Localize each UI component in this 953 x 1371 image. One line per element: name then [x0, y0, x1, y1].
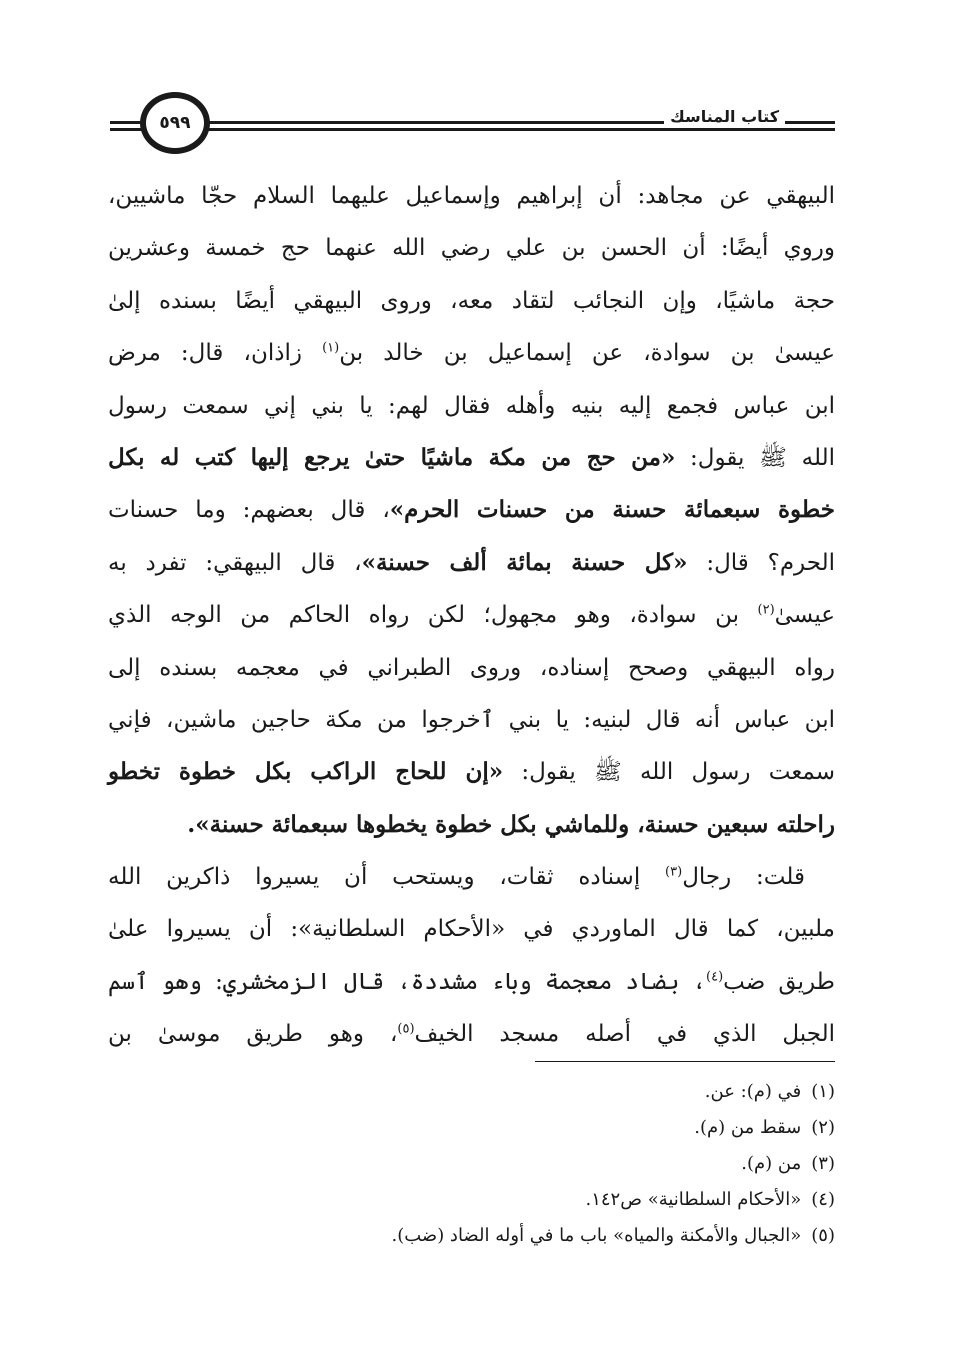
- footnote: (١)في (م): عن.: [704, 1081, 835, 1102]
- text-line: راحلته سبعين حسنة، وللماشي بكل خطوة يخطوها سبعمائة حسنة».: [187, 810, 835, 838]
- header-rule-bottom: [110, 128, 835, 131]
- text-line: سمعت رسول الله ﷺ يقول: «إن للحاج الراكب بكل خطوة تخطو: [108, 758, 835, 786]
- text-line: عيسىٰ$^{(٢)}$ بن سوادة، وهو مجهول؛ لكن رواه الحاكم من الوجه الذي: [108, 602, 835, 629]
- footnote-ref: (٥): [397, 1021, 415, 1037]
- hadith-quote: خطوة سبعمائة حسنة من حسنات الحرم»: [389, 496, 835, 524]
- hadith-quote: «من حج من مكة ماشيًا حتىٰ يرجع إليها كتب له بكل: [108, 443, 676, 471]
- footnote-ref: (٢): [757, 602, 775, 618]
- footnote: (٢)سقط من (م).: [694, 1117, 835, 1138]
- footnote-ref: (٤): [706, 969, 724, 985]
- text-line: قلت: رجال$^{(٣)}$ إسناده ثقات، ويستحب أن يسيروا ذاكرين الله: [108, 864, 805, 891]
- text-line: الله ﷺ يقول: «من حج من مكة ماشيًا حتىٰ يرجع إليها كتب له بكل: [108, 443, 835, 471]
- text-line: الحرم؟ قال: «كل حسنة بمائة ألف حسنة»، قال البيهقي: تفرد به: [108, 548, 835, 576]
- page-number-badge: [140, 92, 210, 154]
- text-line: عيسىٰ بن سوادة، عن إسماعيل بن خالد بن$^{(١)}$ زاذان، قال: مرض: [108, 340, 836, 367]
- hadith-quote: «كل حسنة بمائة ألف حسنة»: [361, 548, 688, 576]
- text-line: طريق ضب$^{(٤)}$، بضاد معجمة وباء مشددة، قال الزمخشري: وهو ٱسم: [108, 968, 835, 995]
- footnote-ref: (٣): [665, 864, 683, 880]
- text-line: البيهقي عن مجاهد: أن إبراهيم وإسماعيل عليهما السلام حجّا ماشيين،: [108, 183, 835, 209]
- page-number: ٥٩٩: [159, 113, 191, 133]
- text-line: ملبين، كما قال الماوردي في «الأحكام السلطانية»: أن يسيروا علىٰ: [108, 916, 835, 943]
- footnotes: [391, 1074, 835, 1254]
- text-line: ابن عباس فجمع إليه بنيه وأهله فقال لهم: يا بني إني سمعت رسول: [108, 392, 835, 419]
- page-header: [110, 92, 835, 162]
- footnote: (٥)«الجبال والأمكنة والمياه» باب ما في أوله الضاد (ضب).: [391, 1225, 835, 1246]
- text-line: خطوة سبعمائة حسنة من حسنات الحرم»، قال بعضهم: وما حسنات: [108, 496, 835, 524]
- text-line: حجة ماشيًا، وإن النجائب لتقاد معه، وروى البيهقي أيضًا بسنده إلىٰ: [108, 287, 835, 314]
- text-line: ابن عباس أنه قال لبنيه: يا بني ٱخرجوا من مكة حاجين ماشين، فإني: [108, 706, 835, 733]
- footnote-separator: [535, 1061, 835, 1062]
- text-line: رواه البيهقي وصحح إسناده، وروى الطبراني في معجمه بسنده إلى: [108, 654, 835, 681]
- footnote: (٣)من (م).: [741, 1153, 835, 1174]
- text-line: الجبل الذي في أصله مسجد الخيف$^{(٥)}$، وهو طريق موسىٰ بن: [108, 1021, 835, 1048]
- running-title: كتاب المناسك: [664, 107, 785, 126]
- footnote-ref: (١): [322, 340, 340, 356]
- hadith-quote: «إن للحاج الراكب بكل خطوة تخطو: [108, 758, 504, 786]
- main-text: [108, 176, 835, 1067]
- footnote: (٤)«الأحكام السلطانية» ص١٤٢.: [585, 1189, 835, 1210]
- text-line: وروي أيضًا: أن الحسن بن علي رضي الله عنهما حج خمسة وعشرين: [108, 235, 835, 262]
